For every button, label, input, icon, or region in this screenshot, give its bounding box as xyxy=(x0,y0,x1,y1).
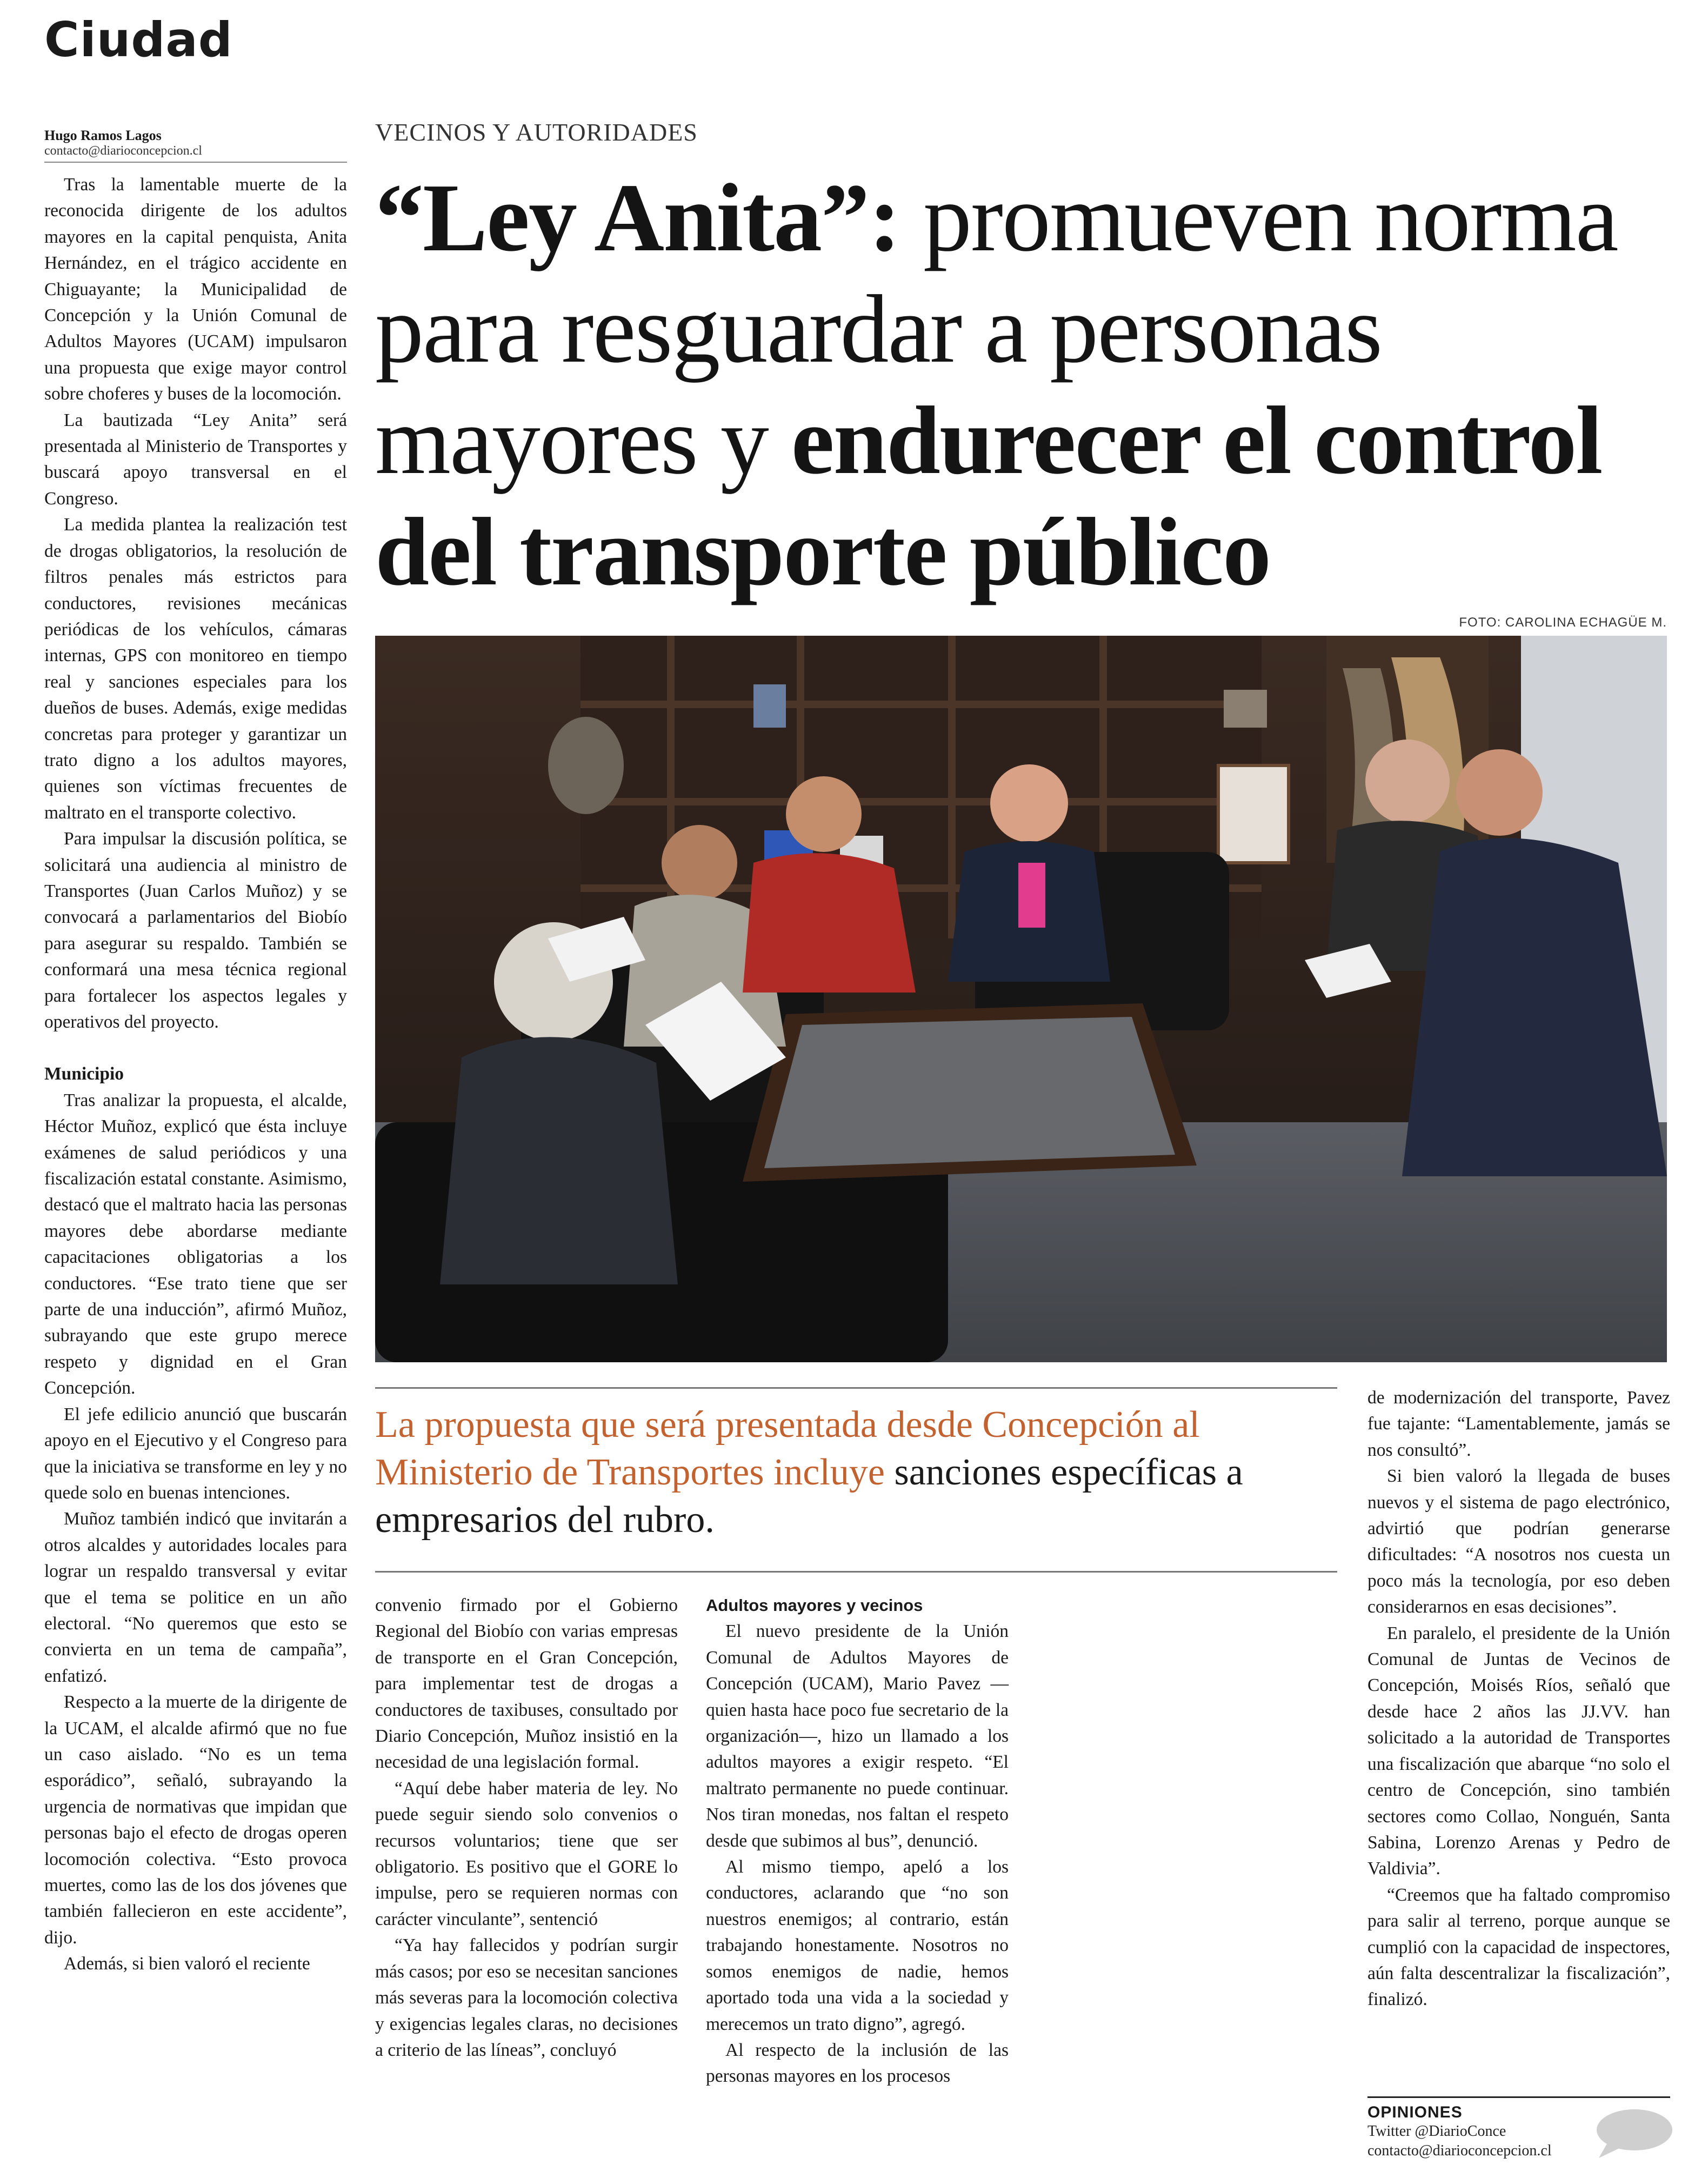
deck-rule-top xyxy=(375,1387,1337,1389)
paragraph: Al mismo tiempo, apeló a los conductores, aclarando que “no son nuestros enemigos; al contrario, están trabajando honestamente. Nosotros no somos enemigos de nadie, hemos aportado toda una vida a la sociedad y merecemos un trato digno”, agregó. xyxy=(706,1857,1009,2034)
paragraph: El nuevo presidente de la Unión Comunal de Adultos Mayores de Concepción (UCAM), Mario Pavez —quien hasta hace poco fue secretario de la organización—, hizo un llamado a los adultos mayores a exigir respeto. “El maltrato permanente no puede continuar. Nos tiran monedas, nos faltan el respeto desde que subimos al bus”, denunció. xyxy=(706,1621,1009,1851)
column-middle-2 xyxy=(706,1593,1009,2090)
author-name: Hugo Ramos Lagos xyxy=(44,128,162,143)
headline xyxy=(375,162,1683,608)
paragraph: Si bien valoró la llegada de buses nuevos y el sistema de pago electrónico, advirtió que podrían generarse dificultades: “A nosotros nos cuesta un poco más la tecnología, por eso deben considerarnos en esas decisiones”. xyxy=(1367,1466,1670,1617)
paragraph: Muñoz también indicó que invitarán a otros alcaldes y autoridades locales para lograr un respaldo transversal y evitar que el tema se politice en un año electoral. “No queremos que esto se convierta en un tema de campaña”, enfatizó. xyxy=(44,1509,347,1686)
speech-bubble-icon xyxy=(1591,2107,1673,2159)
subheading-municipio: Municipio xyxy=(44,1064,124,1084)
section-title: Ciudad xyxy=(44,12,233,68)
paragraph: El jefe edilicio anunció que buscarán apoyo en el Ejecutivo y el Congreso para que la iniciativa se transforme en ley y no quede solo en buenas intenciones. xyxy=(44,1404,347,1503)
paragraph: Respecto a la muerte de la dirigente de la UCAM, el alcalde afirmó que no fue un caso aislado. “No es un tema esporádico”, señaló, subrayando la urgencia de normativas que impidan que personas bajo el efecto de drogas operen locomoción colectiva. “Esto provoca muertes, como las de los dos jóvenes que también fallecieron en este accidente”, dijo. xyxy=(44,1692,347,1948)
paragraph: La medida plantea la realización test de drogas obligatorios, la resolución de filtros penales más estrictos para conductores, revisiones mecánicas periódicas de los vehículos, cámaras internas, GPS con monitoreo en tiempo real y sanciones especiales para los dueños de buses. Además, exige medidas concretas para proteger y garantizar un trato digno a los adultos mayores, quienes son víctimas frecuentes de maltrato en el transporte colectivo. xyxy=(44,515,347,823)
paragraph: de modernización del transporte, Pavez fue tajante: “Lamentablemente, jamás se nos consultó”. xyxy=(1367,1388,1670,1460)
subheading-adultos-mayores: Adultos mayores y vecinos xyxy=(706,1596,923,1615)
paragraph: En paralelo, el presidente de la Unión Comunal de Juntas de Vecinos de Concepción, Moisés Ríos, señaló que desde hace 2 años las JJ.VV. han solicitado a la autoridad de Transportes una fiscalización que abarque “no solo el centro de Concepción, sino también sectores como Collao, Nonguén, Santa Sabina, Lorenzo Arenas y Pedro de Valdivia”. xyxy=(1367,1623,1670,1879)
deck-rest: sanciones específicas a empresarios del rubro. xyxy=(375,1451,1243,1541)
paragraph: “Aquí debe haber materia de ley. No puede seguir siendo solo convenios o recursos voluntarios; tiene que ser obligatorio. Es positivo que el GORE lo impulse, pero se requieren normas con carácter vinculante”, sentenció xyxy=(375,1778,678,1929)
opinion-email[interactable]: contacto@diarioconcepcion.cl xyxy=(1367,2142,1552,2159)
headline-lead: “Ley Anita”: xyxy=(375,164,900,271)
column-left xyxy=(44,172,347,1977)
paragraph: “Creemos que ha faltado compromiso para salir al terreno, porque aunque se cumplió con la capacidad de inspectores, aún falta descentralizar la fiscalización”, finalizó. xyxy=(1367,1884,1670,2010)
paragraph: La bautizada “Ley Anita” será presentada al Ministerio de Transportes y buscará apoyo transversal en el Congreso. xyxy=(44,410,347,509)
deck-accent: La propuesta que será presentada desde Concepción al Ministerio de Transportes incluye xyxy=(375,1404,1200,1493)
column-middle-1 xyxy=(375,1593,678,2063)
photo-illustration xyxy=(375,636,1667,1362)
opinion-label: OPINIONES xyxy=(1367,2103,1463,2121)
article-photo xyxy=(375,636,1667,1362)
paragraph: Además, si bien valoró el reciente xyxy=(64,1954,310,1974)
paragraph: convenio firmado por el Gobierno Regional del Biobío con varias empresas de transporte en el Gran Concepción, para implementar test de drogas a conductores de taxibuses, consultado por Diario Concepción, Muñoz insistió en la necesidad de una legislación formal. xyxy=(375,1595,678,1773)
byline xyxy=(44,128,347,163)
headline-regular: promueven norma para resguardar a personas mayores y xyxy=(375,164,1618,494)
paragraph: “Ya hay fallecidos y podrían surgir más casos; por eso se necesitan sanciones más severas para la locomoción colectiva y exigencias legales claras, no decisiones a criterio de las líneas”, concluyó xyxy=(375,1935,678,2060)
photo-credit: FOTO: CAROLINA ECHAGÜE M. xyxy=(1459,615,1667,630)
paragraph: Tras la lamentable muerte de la reconocida dirigente de los adultos mayores en la capital penquista, Anita Hernández, en el trágico accidente en Chiguayante; la Municipalidad de Concepción y la Unión Comunal de Adultos Mayores (UCAM) impulsaron una propuesta que exige mayor control sobre choferes y buses de la locomoción. xyxy=(44,175,347,404)
paragraph: Tras analizar la propuesta, el alcalde, Héctor Muñoz, explicó que ésta incluye exámenes de salud periódicos y una fiscalización estatal constante. Asimismo, destacó que el maltrato hacia las personas mayores debe abordarse mediante capacitaciones obligatorias a los conductores. “Ese trato tiene que ser parte de una inducción”, afirmó Muñoz, subrayando que este grupo merece respeto y dignidad en el Gran Concepción. xyxy=(44,1090,347,1398)
deck-rule-bottom xyxy=(375,1571,1337,1573)
deck xyxy=(375,1401,1337,1544)
paragraph: Al respecto de la inclusión de las personas mayores en los procesos xyxy=(706,2040,1009,2087)
column-right xyxy=(1367,1385,1670,2013)
headline-tail: endurecer el control del transporte público xyxy=(375,387,1602,605)
author-email[interactable]: contacto@diarioconcepcion.cl xyxy=(44,144,202,158)
opinion-twitter[interactable]: Twitter @DiarioConce xyxy=(1367,2123,1506,2140)
kicker: VECINOS Y AUTORIDADES xyxy=(375,118,698,146)
paragraph: Para impulsar la discusión política, se solicitará una audiencia al ministro de Transportes (Juan Carlos Muñoz) y se convocará a parlamentarios del Biobío para asegurar su respaldo. También se conformará una mesa técnica regional para fortalecer los aspectos legales y operativos del proyecto. xyxy=(44,829,347,1032)
